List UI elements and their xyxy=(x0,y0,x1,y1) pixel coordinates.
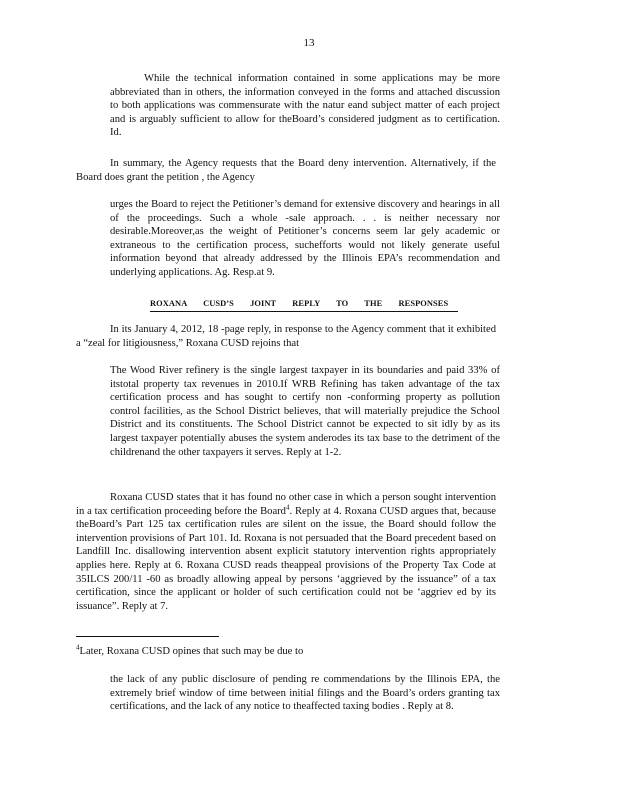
block-quote-technical-information: While the technical information contained in some applications may be more abbreviated than in others, the information conveyed in the forms and attached discussion to both applications was commensurate with the natur eand subject matter of each project and is arguably sufficient to allow for theBoard’s considered judgment as to certification. Id. xyxy=(110,73,500,139)
paragraph-roxana-states-text-1: Roxana CUSD states that it has found no other case in which a person sought intervention in a tax certification proceeding before the Board xyxy=(76,492,496,517)
block-quote-agency-urges: urges the Board to reject the Petitioner’s demand for extensive discovery and hearings in all of the proceedings. Such a whole -sale approach. . . is neither necessary nor desirable.Moreover,as the weight of Petitioner’s concerns seem lar gely academic or extraneous to the certification process, suchefforts would not likely generate useful information beyond that already addressed by the Illinois EPA’s recommendation and underlying applications. Ag. Resp.at 9. xyxy=(110,199,500,278)
paragraph-summary: In summary, the Agency requests that the Board deny intervention. Alternatively, if the Board does grant the petition , the Agency xyxy=(76,158,496,183)
footnote-reference-mark: 4 xyxy=(285,503,290,512)
footnote-text xyxy=(76,645,496,659)
section-heading: ROXANA CUSD’S JOINT REPLY TO THE RESPONSES xyxy=(150,298,458,312)
block-quote-wood-river-refinery: The Wood River refinery is the single largest taxpayer in its boundaries and paid 33% of itstotal property tax revenues in 2010.If WRB Refining has taken advantage of the tax certification process and has sought to certify non -conforming property as pollution control facilities, as the School District believes, that will materially prejudice the School District and its constituents. The School District cannot be expected to sit idly by as its largest taxpayer potentially abuses the system anderodes its tax base to the detriment of the childrenand the other taxpayers it serves. Reply at 1-2. xyxy=(110,365,500,458)
footnote-block-quote: the lack of any public disclosure of pending re commendations by the Illinois EPA, the extremely brief window of time between initial filings and the Board’s orders granting tax certifications, and the lack of any notice to theaffected taxing bodies . Reply at 8. xyxy=(110,674,500,713)
paragraph-roxana-states-text-2: . Reply at 4. Roxana CUSD argues that, because theBoard’s Part 125 tax certification rules are silent on the issue, the Board should follow the intervention provisions of Part 101. Id. Roxana is not persuaded that the Board precedent based on Landfill Inc. disallowing intervention absent explicit statutory intervention rights appropriately applies here. Reply at 6. Roxana CUSD reads theappeal provisions of the Property Tax Code at 35ILCS 200/11 -60 as broadly allowing appeal by persons ‘aggrieved by the issuance” of a tax certification, since the applicant or holder of such certification could not be ‘aggriev ed by its issuance”. Reply at 7. xyxy=(76,505,496,612)
footnote-divider xyxy=(76,636,219,637)
paragraph-roxana-states xyxy=(76,491,496,613)
page-number: 13 xyxy=(303,37,315,49)
footnote-mark: 4 xyxy=(76,643,80,652)
footnote-intro: Later, Roxana CUSD opines that such may be due to xyxy=(79,646,304,657)
paragraph-reply-intro: In its January 4, 2012, 18 -page reply, in response to the Agency comment that it exhibited a “zeal for litigiousness,” Roxana CUSD rejoins that xyxy=(76,324,496,349)
